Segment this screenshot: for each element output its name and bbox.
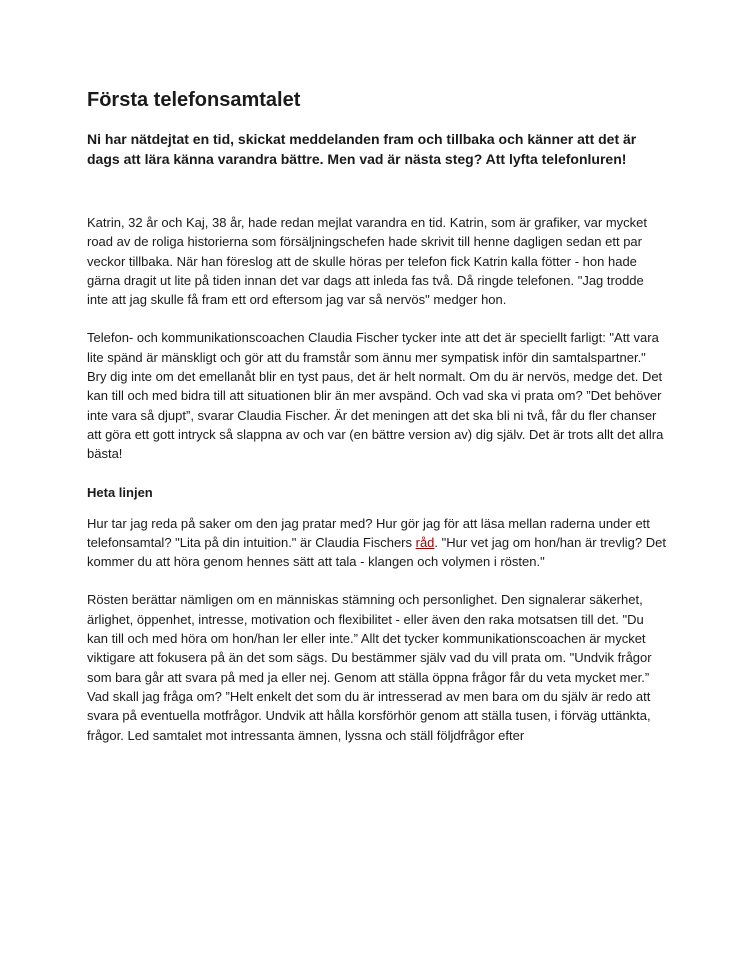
body-paragraph-1: Katrin, 32 år och Kaj, 38 år, hade redan mejlat varandra en tid. Katrin, som är grafiker, var mycket road av de roliga historierna som försäljningschefen hade skrivit till henne dagligen sedan ett par veckor tillbaka. När han föreslog att de skulle höras per telefon fick Katrin kalla fötter - hon hade gärna dragit ut lite på tiden innan det var dags att inleda fas två. Då ringde telefonen. "Jag trodde inte att jag skulle få fram ett ord eftersom jag var så nervös" medger hon.	[87, 215, 647, 308]
body-paragraph-2: Telefon- och kommunikationscoachen Claudia Fischer tycker inte att det är speciellt farligt: "Att vara lite spänd är mänskligt och gör att du framstår som ännu mer sympatisk inför din samtalspartner." Bry dig inte om det emellanåt blir en tyst paus, det är helt normalt. Om du är nervös, medge det. Det kan till och med bidra till att situationen blir än mer avspänd. Och vad ska vi prata om? ”Det behöver inte vara så djupt”, svarar Claudia Fischer. Är det meningen att det ska bli ni två, får du fler chanser att göra ett gott intryck så slappna av och var (en bättre version av) dig själv. Det är trots allt det allra bästa!	[87, 330, 664, 462]
rad-link[interactable]: råd	[415, 534, 435, 550]
body-paragraph-4: Rösten berättar nämligen om en människas stämning och personlighet. Den signalerar säkerhet, ärlighet, öppenhet, intresse, motivation och flexibilitet - eller även den raka motsatsen till det. "Du kan till och med höra om hon/han ler eller inte.” Allt det tycker kommunikationscoachen är mycket viktigare att fokusera på än det som sägs. Du bestämmer själv vad du vill prata om. "Undvik frågor som bara går att svara på med ja eller nej. Genom att ställa öppna frågor får du veta mycket mer.” Vad skall jag fråga om? ”Helt enkelt det som du är intresserad av men bara om du själv är redo att svara på eventuella motfrågor. Undvik att hålla korsförhör genom att ställa tusen, i förväg uttänkta, frågor. Led samtalet mot intressanta ämnen, lyssna och ställ följdfrågor efter	[87, 592, 652, 743]
body-paragraph-3	[87, 514, 667, 572]
lead-paragraph: Ni har nätdejtat en tid, skickat meddelanden fram och tillbaka och känner att det är dags att lära känna varandra bättre. Men vad är nästa steg? Att lyfta telefonluren!	[87, 131, 637, 167]
page-title: Första telefonsamtalet	[87, 89, 301, 111]
section-heading: Heta linjen	[87, 484, 153, 500]
paragraph-3-text-before: Hur tar jag reda på saker om den jag pratar med? Hur gör jag för att läsa mellan raderna under ett telefonsamtal? "Lita på din intuition." är Claudia Fischers	[87, 515, 650, 550]
document-body	[87, 87, 667, 764]
paragraph-3-text-after: . "Hur vet jag om hon/han är trevlig? Det kommer du att höra genom hennes sätt att tala - klangen och volymen i rösten."	[87, 534, 666, 570]
